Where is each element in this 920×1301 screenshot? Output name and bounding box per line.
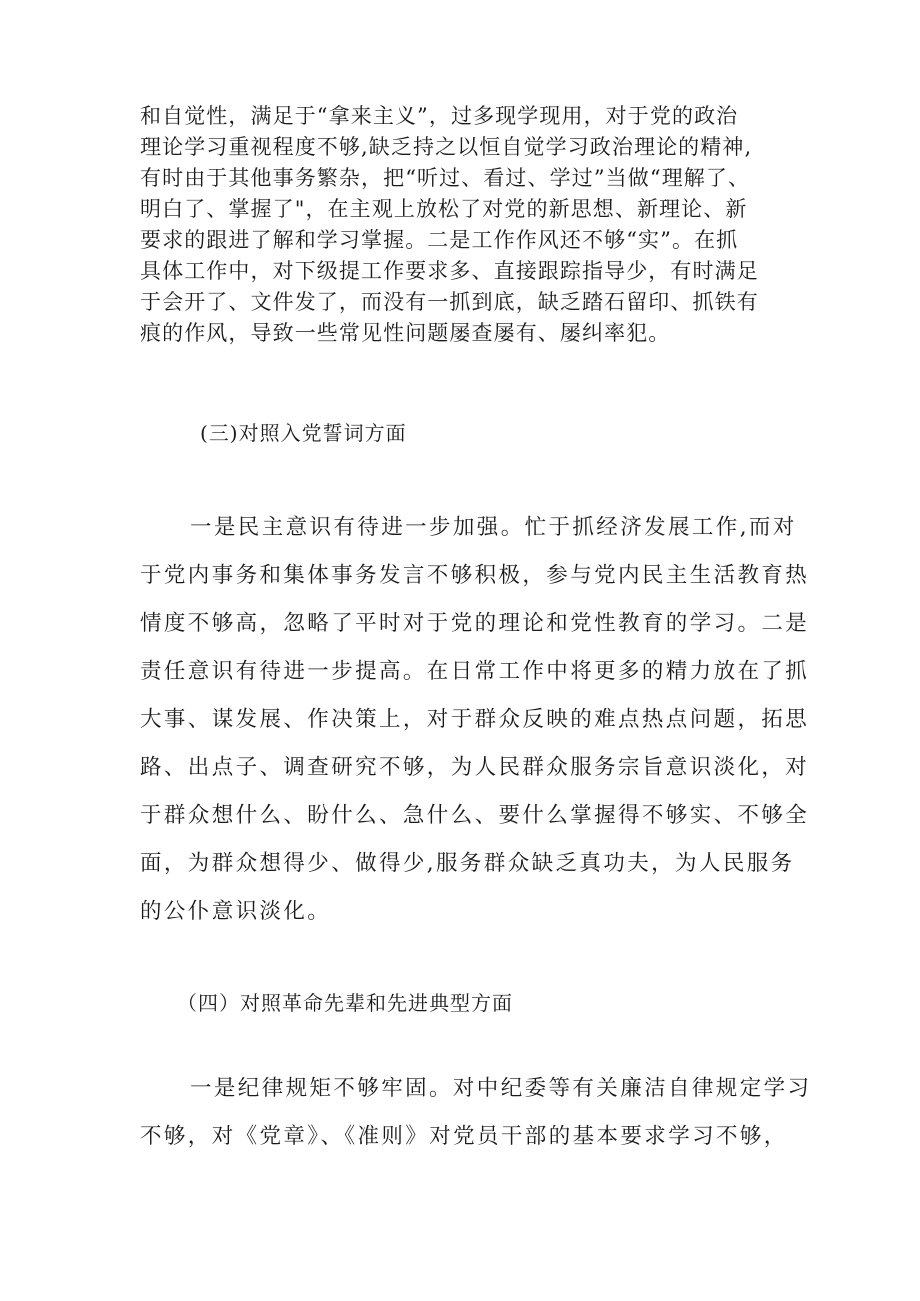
text-line: 和自觉性，满足于“拿来主义”，过多现学现用，对于党的政治 [140, 104, 739, 128]
text-line: 要求的跟进了解和学习掌握。二是工作作风还不够“实”。在抓 [140, 228, 739, 252]
text-line: 于党内事务和集体事务发言不够积极，参与党内民主生活教育热 [140, 563, 810, 588]
text-line: 理论学习重视程度不够,缺乏持之以恒自觉学习政治理论的精神, [140, 135, 753, 159]
text-line: 不够，对《党章》、《准则》对党员干部的基本要求学习不够， [140, 1124, 788, 1149]
text-line: 明白了、掌握了"，在主观上放松了对党的新思想、新理论、新 [140, 197, 748, 221]
text-line: 路、出点子、调查研究不够，为人民群众服务宗旨意识淡化，对 [140, 755, 810, 780]
text-line: 于群众想什么、盼什么、急什么、要什么掌握得不够实、不够全 [140, 803, 810, 828]
text-line: 有时由于其他事务繁杂，把“听过、看过、学过”当做“理解了、 [140, 166, 751, 190]
text-line: 大事、谋发展、作决策上，对于群众反映的难点热点问题，拓思 [140, 707, 810, 732]
text-line: 责任意识有待进一步提高。在日常工作中将更多的精力放在了抓 [140, 659, 810, 684]
text-line: 一是纪律规矩不够牢固。对中纪委等有关廉洁自律规定学习 [190, 1076, 812, 1101]
text-line: 情度不够高，忽略了平时对于党的理论和党性教育的学习。二是 [140, 611, 810, 636]
text-line: 于会开了、文件发了，而没有一抓到底，缺乏踏石留印、抓铁有 [140, 290, 759, 314]
section-heading-oath: (三)对照入党誓词方面 [200, 421, 407, 445]
text-line: 的公仆意识淡化。 [140, 899, 332, 924]
text-line: 具体工作中，对下级提工作要求多、直接跟踪指导少，有时满足 [140, 259, 759, 283]
text-line: 面，为群众想得少、做得少,服务群众缺乏真功夫，为人民服务 [140, 851, 795, 876]
text-line: 痕的作风，导致一些常见性问题屡查屡有、屡纠率犯。 [140, 321, 671, 345]
section-heading-role-models: （四）对照革命先辈和先进典型方面 [177, 991, 513, 1015]
text-line: 一是民主意识有待进一步加强。忙于抓经济发展工作,而对 [190, 515, 797, 540]
